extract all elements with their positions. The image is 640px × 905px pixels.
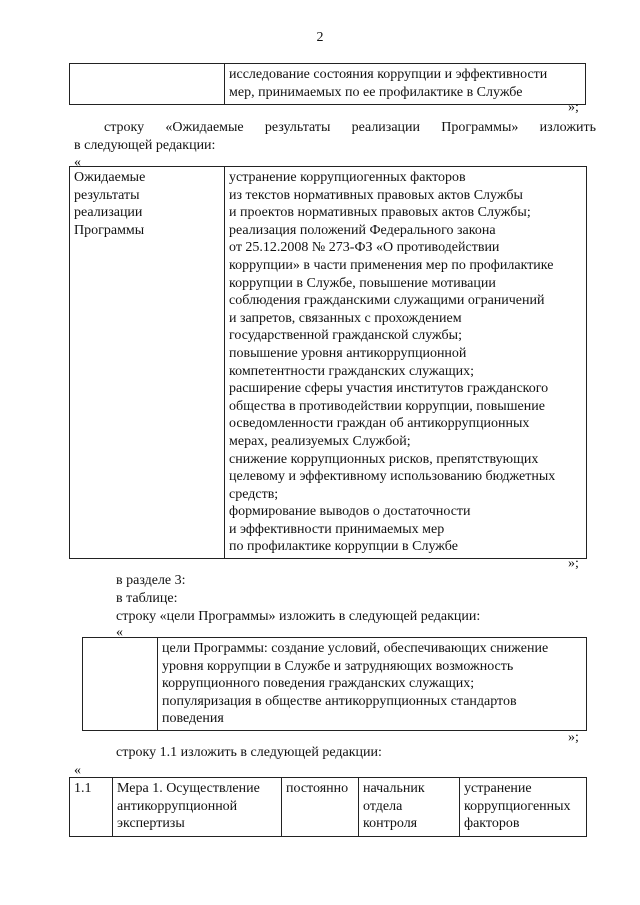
table-line: коррупции» в части применения мер по профилактике bbox=[229, 257, 554, 273]
section-line: в таблице: bbox=[116, 591, 178, 606]
table-line: исследование состояния коррупции и эффективности bbox=[229, 67, 548, 82]
page-number: 2 bbox=[316, 30, 324, 45]
table-program-goals bbox=[82, 637, 587, 731]
term-cell: постоянно bbox=[282, 778, 359, 837]
table-line: популяризация в обществе антикоррупционных стандартов bbox=[162, 693, 517, 709]
table-line: целевому и эффективному использованию бюджетных bbox=[229, 469, 556, 485]
section-line: строку «цели Программы» изложить в следующей редакции: bbox=[116, 609, 481, 624]
row-number: 1.1 bbox=[70, 778, 113, 837]
closing-quote: »; bbox=[568, 730, 579, 745]
paragraph-line: в следующей редакции: bbox=[74, 138, 216, 153]
table-line: коррупции в Службе, повышение мотивации bbox=[229, 275, 496, 291]
table-line: мерах, реализуемых Службой; bbox=[229, 433, 411, 449]
responsible-cell bbox=[359, 778, 460, 837]
table-cell-empty bbox=[83, 638, 158, 731]
table-line: по профилактике коррупции в Службе bbox=[229, 539, 458, 555]
table-expected-results bbox=[69, 166, 587, 559]
opening-quote: « bbox=[116, 625, 123, 640]
table-line: расширение сферы участия институтов гражданского bbox=[229, 381, 549, 397]
table-line: повышение уровня антикоррупционной bbox=[229, 345, 467, 361]
opening-quote: « bbox=[74, 155, 81, 170]
table-line: государственной гражданской службы; bbox=[229, 328, 462, 344]
table-line: общества в противодействии коррупции, повышение bbox=[229, 398, 545, 414]
table-line: реализация положений Федерального закона bbox=[229, 222, 496, 238]
table-line: средств; bbox=[229, 486, 279, 502]
paragraph-line: строку «Ожидаемые результаты реализации Программы» изложить bbox=[104, 120, 596, 135]
result-cell bbox=[460, 778, 587, 837]
table-line: соблюдения гражданскими служащими ограничений bbox=[229, 293, 545, 309]
measure-line: антикоррупционной bbox=[117, 798, 238, 814]
table-line: и запретов, связанных с прохождением bbox=[229, 310, 462, 326]
result-line: факторов bbox=[464, 816, 520, 832]
table-cell-label bbox=[70, 167, 225, 559]
responsible-line: отдела bbox=[363, 798, 403, 814]
section-line: в разделе 3: bbox=[116, 573, 186, 588]
table-line: и проектов нормативных правовых актов Службы; bbox=[229, 205, 531, 221]
result-line: устранение bbox=[464, 781, 532, 796]
table-line: формирование выводов о достаточности bbox=[229, 504, 471, 520]
opening-quote: « bbox=[74, 763, 81, 778]
label-line: реализации bbox=[74, 205, 143, 221]
closing-quote: »; bbox=[568, 556, 579, 571]
label-line: Ожидаемые bbox=[74, 170, 146, 185]
table-cell-text bbox=[225, 167, 587, 559]
table-cell-text bbox=[158, 638, 587, 731]
table-line: снижение коррупционных рисков, препятствующих bbox=[229, 451, 539, 467]
label-line: результаты bbox=[74, 187, 140, 203]
table-line: коррупционного поведения гражданских служащих; bbox=[162, 676, 475, 692]
table-line: устранение коррупциогенных факторов bbox=[229, 170, 466, 185]
table-cell-text bbox=[225, 64, 586, 105]
table-line: поведения bbox=[162, 711, 224, 727]
label-line: Программы bbox=[74, 222, 145, 238]
measure-line: Мера 1. Осуществление bbox=[117, 781, 260, 796]
closing-quote: »; bbox=[568, 100, 579, 115]
paragraph-line: строку 1.1 изложить в следующей редакции: bbox=[116, 745, 382, 760]
table-line: цели Программы: создание условий, обеспечивающих снижение bbox=[162, 641, 549, 656]
result-line: коррупциогенных bbox=[464, 798, 571, 814]
table-fragment-top bbox=[69, 63, 586, 105]
table-measure-row bbox=[69, 777, 587, 837]
table-line: и эффективности принимаемых мер bbox=[229, 521, 445, 537]
table-line: компетентности гражданских служащих; bbox=[229, 363, 475, 379]
responsible-line: начальник bbox=[363, 781, 425, 796]
table-line: мер, принимаемых по ее профилактике в Службе bbox=[229, 84, 523, 100]
table-line: от 25.12.2008 № 273-ФЗ «О противодействии bbox=[229, 240, 500, 256]
measure-line: экспертизы bbox=[117, 816, 185, 832]
table-line: осведомленности граждан об антикоррупционных bbox=[229, 416, 530, 432]
table-cell-empty bbox=[70, 64, 225, 105]
measure-cell bbox=[113, 778, 282, 837]
table-line: из текстов нормативных правовых актов Службы bbox=[229, 187, 523, 203]
responsible-line: контроля bbox=[363, 816, 418, 832]
table-line: уровня коррупции в Службе и затрудняющих возможность bbox=[162, 658, 514, 674]
